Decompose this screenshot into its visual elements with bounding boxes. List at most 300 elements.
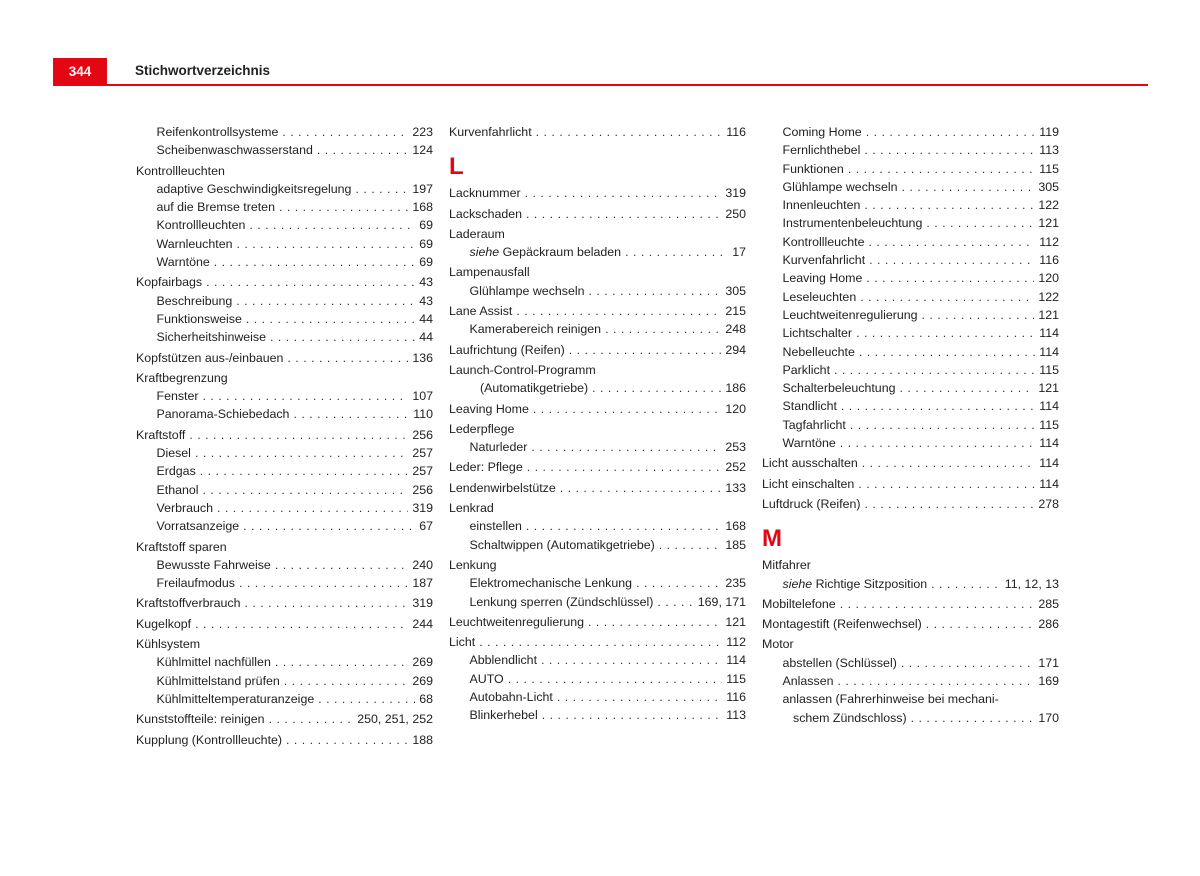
index-subentry: [136, 198, 433, 216]
page-reference: 119: [1039, 125, 1059, 139]
index-subentry: [136, 328, 433, 346]
index-subentry: [136, 253, 433, 271]
dot-leader: [557, 688, 722, 706]
page-reference: 44: [419, 330, 433, 345]
dot-leader: [318, 690, 415, 708]
page-reference: 115: [1039, 417, 1059, 432]
entry-text: Ethanol: [156, 482, 199, 497]
entry-text: Lacknummer: [449, 186, 521, 201]
dot-leader: [214, 253, 415, 271]
entry-text: anlassen (Fahrerhinweise bei mechani-: [782, 692, 999, 707]
page-reference: 294: [725, 342, 746, 357]
entry-text: Schalterbeleuchtung: [782, 381, 896, 396]
page-reference: 235: [725, 576, 746, 591]
dot-leader: [244, 594, 408, 612]
index-subentry: [449, 593, 746, 611]
dot-leader: [860, 288, 1034, 306]
entry-text: Kraftbegrenzung: [136, 370, 228, 385]
entry-text: Leder: Pflege: [449, 460, 523, 475]
dot-leader: [858, 475, 1035, 493]
page-reference: 114: [726, 653, 746, 668]
page-reference: 121: [725, 614, 746, 629]
index-entry: [136, 594, 433, 612]
entry-text: Laderaum: [449, 226, 505, 241]
dot-leader: [195, 444, 408, 462]
index-entry: [136, 538, 433, 556]
dot-leader: [869, 251, 1035, 269]
index-subentry: [762, 343, 1059, 361]
page-reference: 122: [1038, 198, 1059, 213]
entry-text: Licht ausschalten: [762, 456, 858, 471]
page-reference: 187: [412, 576, 433, 591]
dot-leader: [841, 397, 1035, 415]
entry-text: Panorama-Schiebedach: [156, 407, 290, 422]
entry-text: Laufrichtung (Reifen): [449, 342, 565, 357]
dot-leader: [526, 205, 721, 223]
page-reference: 116: [726, 125, 746, 139]
dot-leader: [237, 235, 416, 253]
header-rule: [53, 84, 1148, 86]
dot-leader: [899, 379, 1034, 397]
entry-text: Lederpflege: [449, 421, 515, 436]
index-subentry: [136, 123, 433, 141]
entry-text: Scheibenwaschwasserstand: [156, 143, 313, 158]
page-reference: 43: [419, 275, 433, 290]
page-reference: 67: [419, 519, 433, 534]
page-reference: 44: [419, 311, 433, 326]
dot-leader: [911, 709, 1035, 727]
entry-text: Montagestift (Reifenwechsel): [762, 617, 922, 632]
page-reference: 257: [412, 464, 433, 479]
index-entry: [449, 458, 746, 476]
entry-text: Leseleuchten: [782, 289, 857, 304]
entry-text: Sicherheitshinweise: [156, 330, 267, 345]
entry-text: Lackschaden: [449, 206, 523, 221]
dot-leader: [862, 454, 1035, 472]
entry-text: Mitfahrer: [762, 558, 811, 573]
index-subentry: [449, 438, 746, 456]
dot-leader: [206, 273, 415, 291]
page-reference: 120: [725, 401, 746, 416]
entry-text: Kamerabereich reinigen: [469, 322, 602, 337]
index-subentry: [762, 379, 1059, 397]
index-subentry: [762, 361, 1059, 379]
entry-text: Kühlmittel nachfüllen: [156, 655, 271, 670]
dot-leader: [868, 233, 1035, 251]
dot-leader: [200, 462, 409, 480]
index-subentry: [449, 574, 746, 592]
entry-text: Kurvenfahrlicht: [449, 125, 532, 139]
page-reference: 114: [1039, 399, 1059, 414]
index-subentry: [136, 405, 433, 423]
entry-text: Abblendlicht: [469, 653, 538, 668]
entry-text: Licht: [449, 635, 476, 650]
entry-text: Kühlsystem: [136, 637, 201, 652]
index-subentry: [449, 706, 746, 724]
index-subentry: [136, 444, 433, 462]
page-reference: 69: [419, 218, 433, 233]
dot-leader: [536, 123, 723, 141]
dot-leader: [531, 438, 721, 456]
dot-leader: [287, 349, 408, 367]
index-entry: [762, 454, 1059, 472]
page-reference: 305: [725, 283, 746, 298]
index-letter-heading: L: [449, 153, 464, 181]
page-reference: 256: [412, 482, 433, 497]
entry-text: Warntöne: [156, 255, 210, 270]
page-reference: 248: [725, 322, 746, 337]
page-reference: 253: [725, 440, 746, 455]
dot-leader: [840, 434, 1035, 452]
entry-text: Parklicht: [782, 362, 831, 377]
page-reference: 185: [725, 537, 746, 552]
dot-leader: [246, 310, 415, 328]
page-reference: 278: [1038, 496, 1059, 511]
page-reference: 114: [1039, 326, 1059, 341]
index-subentry: [762, 709, 1059, 727]
entry-text: einstellen: [469, 519, 522, 534]
entry-text: Kühlmittelstand prüfen: [156, 673, 280, 688]
page-reference: 121: [1038, 307, 1059, 322]
entry-text: abstellen (Schlüssel): [782, 655, 897, 670]
entry-text: Bewusste Fahrweise: [156, 557, 271, 572]
page-reference: 69: [419, 236, 433, 251]
dot-leader: [286, 731, 408, 749]
entry-text: Funktionsweise: [156, 311, 242, 326]
index-entry: [449, 613, 746, 631]
page-reference: 269: [412, 673, 433, 688]
dot-leader: [864, 495, 1034, 513]
index-subentry: [449, 651, 746, 669]
index-subentry: [762, 575, 1059, 593]
entry-text: Erdgas: [156, 464, 196, 479]
entry-text: adaptive Geschwindigkeitsregelung: [156, 181, 352, 196]
entry-text: Motor: [762, 637, 794, 652]
section-title: Stichwortverzeichnis: [135, 63, 271, 78]
dot-leader: [541, 651, 722, 669]
index-subentry: [762, 233, 1059, 251]
entry-text: Kurvenfahrlicht: [782, 253, 866, 268]
entry-text: Kontrollleuchten: [136, 163, 225, 178]
dot-leader: [355, 180, 408, 198]
entry-text: Warntöne: [782, 436, 836, 451]
entry-text: Verbrauch: [156, 500, 213, 515]
entry-text: Naturleder: [469, 440, 528, 455]
dot-leader: [837, 672, 1034, 690]
dot-leader: [636, 574, 721, 592]
index-subentry: [762, 416, 1059, 434]
entry-text: Warnleuchten: [156, 236, 233, 251]
page-reference: 116: [726, 690, 746, 705]
index-entry: [449, 479, 746, 497]
page-reference: 168: [412, 200, 433, 215]
index-entry: [449, 400, 746, 418]
page-reference: 120: [1038, 271, 1059, 286]
index-subentry: [136, 141, 433, 159]
entry-text: Kühlmitteltemperaturanzeige: [156, 691, 315, 706]
dot-leader: [864, 141, 1035, 159]
index-subentry: [762, 123, 1059, 141]
index-entry: [136, 615, 433, 633]
entry-text: Kontrollleuchten: [156, 218, 246, 233]
index-subentry: [136, 690, 433, 708]
dot-leader: [657, 593, 693, 611]
entry-text: AUTO: [469, 671, 504, 686]
dot-leader: [293, 405, 409, 423]
entry-text: Anlassen: [782, 674, 834, 689]
index-subentry: [136, 517, 433, 535]
see-reference-prefix: siehe: [782, 576, 813, 591]
index-subentry: [762, 306, 1059, 324]
dot-leader: [243, 517, 415, 535]
index-subentry: [762, 196, 1059, 214]
index-entry: [136, 349, 433, 367]
entry-text: Freilaufmodus: [156, 576, 236, 591]
index-entry: [762, 615, 1059, 633]
page-reference: 286: [1038, 617, 1059, 632]
entry-text: Kugelkopf: [136, 616, 192, 631]
index-entry: [762, 635, 1059, 653]
index-subentry: [136, 180, 433, 198]
index-subentry: [136, 556, 433, 574]
index-subentry: [762, 690, 1059, 708]
index-subentry: [449, 670, 746, 688]
dot-leader: [625, 243, 728, 261]
entry-text: Mobiltelefone: [762, 596, 836, 611]
page-reference: 114: [1039, 476, 1059, 491]
dot-leader: [848, 160, 1035, 178]
index-letter-heading: M: [762, 525, 782, 553]
page-reference: 113: [726, 708, 746, 723]
dot-leader: [866, 123, 1036, 141]
page-reference: 115: [726, 671, 746, 686]
page-number: 344: [53, 58, 107, 85]
dot-leader: [864, 196, 1034, 214]
index-subentry: [449, 688, 746, 706]
dot-leader: [527, 458, 722, 476]
index-subentry: [762, 397, 1059, 415]
page-reference: 68: [419, 691, 433, 706]
index-subentry: [762, 324, 1059, 342]
index-subentry: [449, 379, 746, 397]
dot-leader: [588, 613, 721, 631]
entry-text: Elektromechanische Lenkung: [469, 576, 633, 591]
dot-leader: [659, 536, 722, 554]
entry-text: Kopfstützen aus-/einbauen: [136, 350, 284, 365]
index-entry: [136, 635, 433, 653]
index-subentry: [762, 269, 1059, 287]
entry-text: Lenkung: [449, 557, 497, 572]
dot-leader: [589, 282, 722, 300]
dot-leader: [560, 479, 722, 497]
index-subentry: [449, 282, 746, 300]
entry-text: Lane Assist: [449, 304, 513, 319]
entry-text: Glühlampe wechseln: [469, 283, 585, 298]
page-reference: 11, 12, 13: [1004, 576, 1059, 591]
index-entry: [449, 361, 746, 379]
index-entry: [449, 420, 746, 438]
dot-leader: [866, 269, 1034, 287]
entry-text: Kupplung (Kontrollleuchte): [136, 732, 283, 747]
dot-leader: [279, 198, 408, 216]
index-subentry: [136, 672, 433, 690]
page-reference: 115: [1039, 362, 1059, 377]
entry-text: Kontrollleuchte: [782, 234, 865, 249]
index-subentry: [449, 536, 746, 554]
entry-text: Kraftstoffverbrauch: [136, 596, 241, 611]
index-entry: [449, 263, 746, 281]
page-reference: 136: [412, 350, 433, 365]
page-reference: 121: [1038, 381, 1059, 396]
index-subentry: [762, 178, 1059, 196]
index-entry: [449, 205, 746, 223]
page-reference: 197: [412, 181, 433, 196]
index-subentry: [762, 672, 1059, 690]
dot-leader: [834, 361, 1035, 379]
index-subentry: [136, 481, 433, 499]
dot-leader: [479, 633, 722, 651]
entry-text: Leuchtweitenregulierung: [782, 307, 918, 322]
page-reference: 305: [1038, 179, 1059, 194]
index-entry: [762, 595, 1059, 613]
page-reference: 115: [1039, 161, 1059, 176]
dot-leader: [275, 653, 408, 671]
dot-leader: [840, 595, 1035, 613]
index-entry: [449, 302, 746, 320]
entry-text: Blinkerhebel: [469, 708, 538, 723]
page-reference: 112: [726, 635, 746, 650]
entry-text: Autobahn-Licht: [469, 690, 553, 705]
entry-text: schem Zündschloss): [793, 710, 907, 725]
entry-text: Coming Home: [782, 125, 862, 139]
index-entry: [449, 499, 746, 517]
index-entry: [449, 633, 746, 651]
dot-leader: [203, 481, 409, 499]
entry-text: Kopfairbags: [136, 275, 203, 290]
index-entry: [449, 225, 746, 243]
dot-leader: [270, 328, 415, 346]
dot-leader: [856, 324, 1035, 342]
index-subentry: [136, 462, 433, 480]
index-subentry: [449, 243, 746, 261]
page-reference: 319: [412, 596, 433, 611]
entry-text: Licht einschalten: [762, 476, 855, 491]
entry-text: Lampenausfall: [449, 265, 530, 280]
entry-text: Kraftstoff: [136, 427, 186, 442]
entry-text: Funktionen: [782, 161, 844, 176]
page-reference: 269: [412, 655, 433, 670]
page-reference: 43: [419, 293, 433, 308]
index-subentry: [136, 387, 433, 405]
entry-text: Fenster: [156, 389, 199, 404]
entry-text: Beschreibung: [156, 293, 233, 308]
dot-leader: [317, 141, 408, 159]
index-entry: [136, 369, 433, 387]
index-column-2: [449, 123, 746, 725]
index-subentry: [762, 288, 1059, 306]
index-subentry: [449, 517, 746, 535]
page-reference: 250: [725, 206, 746, 221]
index-entry: [762, 475, 1059, 493]
entry-text: Luftdruck (Reifen): [762, 496, 861, 511]
index-subentry: [136, 235, 433, 253]
index-subentry: [762, 214, 1059, 232]
dot-leader: [203, 387, 409, 405]
index-column-3: [762, 123, 1059, 727]
page-reference: 188: [412, 732, 433, 747]
page-reference: 124: [412, 143, 433, 158]
page-reference: 256: [412, 427, 433, 442]
entry-text: Schaltwippen (Automatikgetriebe): [469, 537, 655, 552]
entry-text: Lendenwirbelstütze: [449, 480, 556, 495]
index-subentry: [762, 251, 1059, 269]
entry-text: Glühlampe wechseln: [782, 179, 898, 194]
page-reference: 114: [1039, 456, 1059, 471]
index-subentry: [136, 574, 433, 592]
entry-text: Nebelleuchte: [782, 344, 855, 359]
index-entry: [136, 710, 433, 728]
entry-text: Innenleuchten: [782, 198, 861, 213]
dot-leader: [605, 320, 721, 338]
page-reference: 112: [1039, 234, 1059, 249]
page-reference: 110: [413, 407, 433, 422]
entry-text: Lichtschalter: [782, 326, 853, 341]
page-reference: 107: [412, 389, 433, 404]
dot-leader: [275, 556, 408, 574]
dot-leader: [236, 292, 415, 310]
dot-leader: [217, 499, 408, 517]
page-reference: 168: [725, 519, 746, 534]
page-reference: 244: [412, 616, 433, 631]
entry-text: Lenkung sperren (Zündschlüssel): [469, 594, 654, 609]
page-reference: 186: [725, 381, 746, 396]
dot-leader: [922, 306, 1035, 324]
dot-leader: [189, 426, 408, 444]
dot-leader: [592, 379, 721, 397]
dot-leader: [569, 341, 722, 359]
dot-leader: [282, 123, 408, 141]
entry-text: Leaving Home: [782, 271, 863, 286]
entry-text: Standlicht: [782, 399, 837, 414]
dot-leader: [533, 400, 721, 418]
dot-leader: [249, 216, 415, 234]
index-entry: [136, 162, 433, 180]
page-header: [53, 58, 1148, 86]
index-subentry: [136, 499, 433, 517]
entry-text: Reifenkontrollsysteme: [156, 125, 279, 139]
dot-leader: [284, 672, 409, 690]
entry-text: Tagfahrlicht: [782, 417, 846, 432]
dot-leader: [902, 178, 1035, 196]
dot-leader: [931, 575, 1001, 593]
index-subentry: [136, 653, 433, 671]
page-reference: 113: [1039, 143, 1059, 158]
entry-text: Leaving Home: [449, 401, 529, 416]
page-reference: 116: [1039, 253, 1059, 268]
index-entry: [762, 556, 1059, 574]
index-subentry: [136, 216, 433, 234]
index-entry: [762, 495, 1059, 513]
page-reference: 250, 251, 252: [357, 712, 433, 727]
page-reference: 122: [1038, 289, 1059, 304]
page-reference: 17: [732, 245, 746, 260]
dot-leader: [859, 343, 1035, 361]
dot-leader: [926, 615, 1035, 633]
dot-leader: [516, 302, 721, 320]
entry-text: Diesel: [156, 446, 191, 461]
dot-leader: [526, 517, 721, 535]
page-reference: 69: [419, 255, 433, 270]
